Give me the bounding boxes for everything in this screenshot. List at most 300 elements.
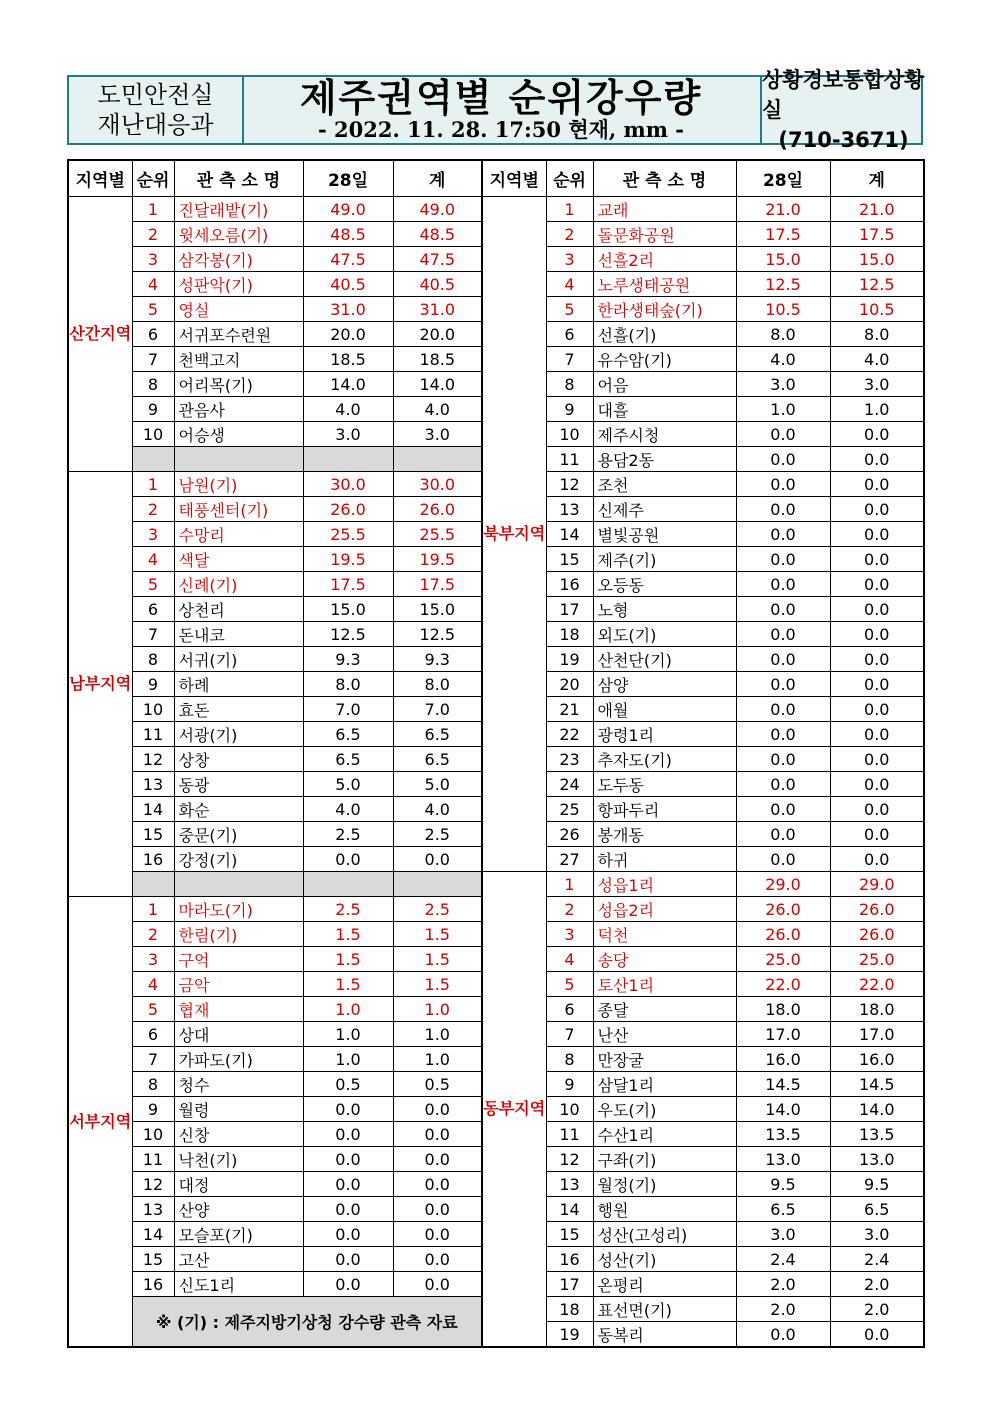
rank-cell: 4 — [132, 547, 174, 572]
station-name-cell: 수망리 — [174, 522, 303, 547]
station-name-cell: 마라도(기) — [174, 897, 303, 922]
station-name-cell: 신도1리 — [174, 1272, 303, 1297]
table-row — [482, 1072, 924, 1097]
contact-phone: (710-3671) — [778, 128, 909, 152]
rank-cell: 10 — [546, 422, 593, 447]
region-label: 동부지역 — [482, 872, 546, 1348]
total-rainfall-cell: 0.0 — [830, 447, 924, 472]
rank-cell: 20 — [546, 672, 593, 697]
blank-cell — [132, 447, 174, 472]
day-rainfall-cell: 0.0 — [736, 797, 830, 822]
total-rainfall-cell: 1.0 — [393, 1022, 482, 1047]
day-rainfall-cell: 12.5 — [736, 272, 830, 297]
day-rainfall-cell: 3.0 — [736, 1222, 830, 1247]
header-region: 지역별 — [68, 160, 132, 197]
total-rainfall-cell: 0.0 — [830, 697, 924, 722]
station-name-cell: 삼각봉(기) — [174, 247, 303, 272]
day-rainfall-cell: 6.5 — [303, 747, 393, 772]
station-name-cell: 하귀 — [593, 847, 736, 872]
day-rainfall-cell: 0.0 — [736, 772, 830, 797]
rank-cell: 6 — [546, 322, 593, 347]
total-rainfall-cell: 2.5 — [393, 897, 482, 922]
rank-cell: 15 — [546, 1222, 593, 1247]
footnote: ※ (기) : 제주지방기상청 강수량 관측 자료 — [132, 1297, 482, 1348]
table-row — [482, 347, 924, 372]
station-name-cell: 강정(기) — [174, 847, 303, 872]
total-rainfall-cell: 0.0 — [393, 1122, 482, 1147]
total-rainfall-cell: 14.5 — [830, 1072, 924, 1097]
station-name-cell: 성판악(기) — [174, 272, 303, 297]
rank-cell: 24 — [546, 772, 593, 797]
station-name-cell: 성읍1리 — [593, 872, 736, 897]
rank-cell: 6 — [132, 1022, 174, 1047]
station-name-cell: 화순 — [174, 797, 303, 822]
station-name-cell: 상대 — [174, 1022, 303, 1047]
station-name-cell: 광령1리 — [593, 722, 736, 747]
station-name-cell: 구억 — [174, 947, 303, 972]
station-name-cell: 우도(기) — [593, 1097, 736, 1122]
total-rainfall-cell: 8.0 — [830, 322, 924, 347]
station-name-cell: 색달 — [174, 547, 303, 572]
day-rainfall-cell: 0.0 — [736, 822, 830, 847]
station-name-cell: 구좌(기) — [593, 1147, 736, 1172]
rank-cell: 15 — [132, 822, 174, 847]
table-row — [68, 472, 482, 497]
station-name-cell: 온평리 — [593, 1272, 736, 1297]
day-rainfall-cell: 7.0 — [303, 697, 393, 722]
total-rainfall-cell: 0.0 — [830, 472, 924, 497]
table-row — [482, 447, 924, 472]
rank-cell: 5 — [132, 997, 174, 1022]
station-name-cell: 모슬포(기) — [174, 1222, 303, 1247]
station-name-cell: 도두동 — [593, 772, 736, 797]
total-rainfall-cell: 6.5 — [830, 1197, 924, 1222]
header-region: 지역별 — [482, 160, 546, 197]
station-name-cell: 송당 — [593, 947, 736, 972]
table-row — [482, 1297, 924, 1322]
rank-cell: 4 — [132, 272, 174, 297]
total-rainfall-cell: 19.5 — [393, 547, 482, 572]
total-rainfall-cell: 14.0 — [830, 1097, 924, 1122]
day-rainfall-cell: 0.0 — [736, 572, 830, 597]
total-rainfall-cell: 7.0 — [393, 697, 482, 722]
total-rainfall-cell: 48.5 — [393, 222, 482, 247]
day-rainfall-cell: 0.0 — [303, 847, 393, 872]
table-row — [482, 522, 924, 547]
day-rainfall-cell: 0.0 — [303, 1222, 393, 1247]
rank-cell: 1 — [546, 872, 593, 897]
contact-office: 상황경보통합상황실 — [762, 68, 925, 122]
station-name-cell: 중문(기) — [174, 822, 303, 847]
day-rainfall-cell: 0.0 — [303, 1247, 393, 1272]
station-name-cell: 태풍센터(기) — [174, 497, 303, 522]
total-rainfall-cell: 1.5 — [393, 947, 482, 972]
day-rainfall-cell: 17.0 — [736, 1022, 830, 1047]
day-rainfall-cell: 47.5 — [303, 247, 393, 272]
rank-cell: 1 — [132, 472, 174, 497]
total-rainfall-cell: 18.5 — [393, 347, 482, 372]
table-row — [482, 1147, 924, 1172]
rank-cell: 15 — [546, 547, 593, 572]
station-name-cell: 조천 — [593, 472, 736, 497]
station-name-cell: 윗세오름(기) — [174, 222, 303, 247]
total-rainfall-cell: 2.0 — [830, 1272, 924, 1297]
station-name-cell: 오등동 — [593, 572, 736, 597]
day-rainfall-cell: 14.0 — [303, 372, 393, 397]
total-rainfall-cell: 0.0 — [393, 1222, 482, 1247]
day-rainfall-cell: 0.0 — [303, 1172, 393, 1197]
rank-cell: 5 — [546, 297, 593, 322]
total-rainfall-cell: 1.5 — [393, 922, 482, 947]
station-name-cell: 만장굴 — [593, 1047, 736, 1072]
day-rainfall-cell: 0.0 — [736, 847, 830, 872]
rank-cell: 9 — [546, 397, 593, 422]
station-name-cell: 애월 — [593, 697, 736, 722]
total-rainfall-cell: 8.0 — [393, 672, 482, 697]
page-subtitle: - 2022. 11. 28. 17:50 현재, mm - — [318, 117, 684, 142]
table-header-row — [482, 160, 924, 197]
header-station: 관 측 소 명 — [593, 160, 736, 197]
station-name-cell: 표선면(기) — [593, 1297, 736, 1322]
table-row — [482, 922, 924, 947]
table-row — [482, 847, 924, 872]
day-rainfall-cell: 1.5 — [303, 972, 393, 997]
rank-cell: 19 — [546, 647, 593, 672]
rank-cell: 3 — [546, 247, 593, 272]
rank-cell: 6 — [546, 997, 593, 1022]
day-rainfall-cell: 0.0 — [736, 722, 830, 747]
day-rainfall-cell: 0.0 — [736, 522, 830, 547]
left-rainfall-table — [67, 159, 483, 1348]
total-rainfall-cell: 9.3 — [393, 647, 482, 672]
total-rainfall-cell: 0.0 — [830, 772, 924, 797]
rank-cell: 3 — [132, 247, 174, 272]
rank-cell: 13 — [132, 1197, 174, 1222]
rank-cell: 8 — [546, 372, 593, 397]
day-rainfall-cell: 0.0 — [303, 1272, 393, 1297]
total-rainfall-cell: 16.0 — [830, 1047, 924, 1072]
table-row — [482, 897, 924, 922]
total-rainfall-cell: 1.0 — [393, 1047, 482, 1072]
day-rainfall-cell: 26.0 — [736, 897, 830, 922]
day-rainfall-cell: 0.0 — [736, 472, 830, 497]
rank-cell: 18 — [546, 622, 593, 647]
day-rainfall-cell: 0.0 — [736, 672, 830, 697]
rank-cell: 10 — [546, 1097, 593, 1122]
rank-cell: 6 — [132, 322, 174, 347]
rank-cell: 10 — [132, 1122, 174, 1147]
total-rainfall-cell: 0.0 — [830, 647, 924, 672]
rank-cell: 2 — [132, 497, 174, 522]
table-row — [68, 197, 482, 222]
total-rainfall-cell: 13.5 — [830, 1122, 924, 1147]
station-name-cell: 산양 — [174, 1197, 303, 1222]
total-rainfall-cell: 13.0 — [830, 1147, 924, 1172]
day-rainfall-cell: 2.4 — [736, 1247, 830, 1272]
station-name-cell: 영실 — [174, 297, 303, 322]
day-rainfall-cell: 1.0 — [303, 1047, 393, 1072]
station-name-cell: 남원(기) — [174, 472, 303, 497]
total-rainfall-cell: 4.0 — [393, 397, 482, 422]
rank-cell: 10 — [132, 697, 174, 722]
rank-cell: 5 — [132, 572, 174, 597]
table-row — [482, 947, 924, 972]
day-rainfall-cell: 1.5 — [303, 922, 393, 947]
rank-cell: 1 — [132, 197, 174, 222]
total-rainfall-cell: 0.0 — [393, 1272, 482, 1297]
table-row — [482, 472, 924, 497]
station-name-cell: 신창 — [174, 1122, 303, 1147]
rank-cell: 4 — [546, 272, 593, 297]
total-rainfall-cell: 0.0 — [830, 522, 924, 547]
page-title: 제주권역별 순위강우량 — [299, 76, 703, 120]
total-rainfall-cell: 4.0 — [830, 347, 924, 372]
header-rank: 순위 — [132, 160, 174, 197]
total-rainfall-cell: 0.0 — [830, 597, 924, 622]
day-rainfall-cell: 0.0 — [736, 622, 830, 647]
station-name-cell: 토산1리 — [593, 972, 736, 997]
total-rainfall-cell: 0.0 — [393, 1172, 482, 1197]
day-rainfall-cell: 12.5 — [303, 622, 393, 647]
table-row — [482, 647, 924, 672]
rank-cell: 7 — [132, 1047, 174, 1072]
day-rainfall-cell: 0.0 — [303, 1197, 393, 1222]
day-rainfall-cell: 1.0 — [736, 397, 830, 422]
day-rainfall-cell: 15.0 — [303, 597, 393, 622]
table-row — [68, 897, 482, 922]
day-rainfall-cell: 10.5 — [736, 297, 830, 322]
day-rainfall-cell: 1.0 — [303, 997, 393, 1022]
total-rainfall-cell: 0.0 — [830, 672, 924, 697]
station-name-cell: 봉개동 — [593, 822, 736, 847]
station-name-cell: 항파두리 — [593, 797, 736, 822]
total-rainfall-cell: 26.0 — [393, 497, 482, 522]
report-header — [67, 68, 925, 152]
station-name-cell: 동광 — [174, 772, 303, 797]
station-name-cell: 추자도(기) — [593, 747, 736, 772]
header-station: 관 측 소 명 — [174, 160, 303, 197]
rank-cell: 4 — [132, 972, 174, 997]
station-name-cell: 월정(기) — [593, 1172, 736, 1197]
station-name-cell: 진달래밭(기) — [174, 197, 303, 222]
day-rainfall-cell: 2.0 — [736, 1297, 830, 1322]
station-name-cell: 돈내코 — [174, 622, 303, 647]
rank-cell: 5 — [132, 297, 174, 322]
rank-cell: 9 — [132, 1097, 174, 1122]
station-name-cell: 고산 — [174, 1247, 303, 1272]
region-label: 북부지역 — [482, 197, 546, 872]
total-rainfall-cell: 31.0 — [393, 297, 482, 322]
day-rainfall-cell: 25.0 — [736, 947, 830, 972]
total-rainfall-cell: 1.0 — [830, 397, 924, 422]
table-row — [482, 597, 924, 622]
rank-cell: 14 — [546, 1197, 593, 1222]
station-name-cell: 수산1리 — [593, 1122, 736, 1147]
total-rainfall-cell: 14.0 — [393, 372, 482, 397]
total-rainfall-cell: 0.0 — [830, 622, 924, 647]
rank-cell: 9 — [546, 1072, 593, 1097]
station-name-cell: 효돈 — [174, 697, 303, 722]
station-name-cell: 별빛공원 — [593, 522, 736, 547]
station-name-cell: 교래 — [593, 197, 736, 222]
total-rainfall-cell: 1.5 — [393, 972, 482, 997]
day-rainfall-cell: 0.0 — [303, 1147, 393, 1172]
day-rainfall-cell: 2.5 — [303, 897, 393, 922]
table-row — [482, 572, 924, 597]
station-name-cell: 월령 — [174, 1097, 303, 1122]
total-rainfall-cell: 25.0 — [830, 947, 924, 972]
rank-cell: 11 — [546, 447, 593, 472]
day-rainfall-cell: 4.0 — [303, 397, 393, 422]
day-rainfall-cell: 0.0 — [736, 547, 830, 572]
station-name-cell: 상천리 — [174, 597, 303, 622]
day-rainfall-cell: 4.0 — [303, 797, 393, 822]
rank-cell: 10 — [132, 422, 174, 447]
day-rainfall-cell: 0.0 — [736, 597, 830, 622]
day-rainfall-cell: 1.5 — [303, 947, 393, 972]
rank-cell: 17 — [546, 1272, 593, 1297]
table-header-row — [68, 160, 482, 197]
station-name-cell: 어리목(기) — [174, 372, 303, 397]
total-rainfall-cell: 0.0 — [393, 1147, 482, 1172]
rank-cell: 8 — [132, 372, 174, 397]
day-rainfall-cell: 5.0 — [303, 772, 393, 797]
day-rainfall-cell: 2.5 — [303, 822, 393, 847]
station-name-cell: 돌문화공원 — [593, 222, 736, 247]
station-name-cell: 선흘(기) — [593, 322, 736, 347]
day-rainfall-cell: 0.0 — [303, 1122, 393, 1147]
station-name-cell: 동복리 — [593, 1322, 736, 1348]
rank-cell: 7 — [546, 1022, 593, 1047]
table-row — [482, 197, 924, 222]
blank-cell — [393, 872, 482, 897]
rank-cell: 13 — [132, 772, 174, 797]
table-row — [482, 422, 924, 447]
total-rainfall-cell: 17.5 — [830, 222, 924, 247]
rank-cell: 1 — [132, 897, 174, 922]
rank-cell: 13 — [546, 1172, 593, 1197]
total-rainfall-cell: 2.4 — [830, 1247, 924, 1272]
total-rainfall-cell: 0.0 — [830, 797, 924, 822]
station-name-cell: 덕천 — [593, 922, 736, 947]
table-row — [482, 997, 924, 1022]
station-name-cell: 성산(고성리) — [593, 1222, 736, 1247]
total-rainfall-cell: 12.5 — [830, 272, 924, 297]
table-row — [482, 297, 924, 322]
header-rank: 순위 — [546, 160, 593, 197]
right-rainfall-table — [481, 159, 925, 1348]
total-rainfall-cell: 25.5 — [393, 522, 482, 547]
total-rainfall-cell: 47.5 — [393, 247, 482, 272]
table-row — [482, 1172, 924, 1197]
day-rainfall-cell: 0.0 — [736, 647, 830, 672]
total-rainfall-cell: 0.0 — [393, 847, 482, 872]
blank-cell — [303, 447, 393, 472]
total-rainfall-cell: 18.0 — [830, 997, 924, 1022]
station-name-cell: 제주시청 — [593, 422, 736, 447]
rank-cell: 16 — [132, 847, 174, 872]
station-name-cell: 어음 — [593, 372, 736, 397]
station-name-cell: 낙천(기) — [174, 1147, 303, 1172]
total-rainfall-cell: 26.0 — [830, 897, 924, 922]
total-rainfall-cell: 1.0 — [393, 997, 482, 1022]
total-rainfall-cell: 15.0 — [830, 247, 924, 272]
total-rainfall-cell: 3.0 — [830, 1222, 924, 1247]
station-name-cell: 제주(기) — [593, 547, 736, 572]
station-name-cell: 유수암(기) — [593, 347, 736, 372]
table-row — [482, 1122, 924, 1147]
station-name-cell: 성읍2리 — [593, 897, 736, 922]
day-rainfall-cell: 48.5 — [303, 222, 393, 247]
rank-cell: 12 — [546, 472, 593, 497]
total-rainfall-cell: 0.0 — [830, 497, 924, 522]
station-name-cell: 삼달1리 — [593, 1072, 736, 1097]
total-rainfall-cell: 0.0 — [830, 572, 924, 597]
day-rainfall-cell: 20.0 — [303, 322, 393, 347]
station-name-cell: 천백고지 — [174, 347, 303, 372]
station-name-cell: 대흘 — [593, 397, 736, 422]
station-name-cell: 용담2동 — [593, 447, 736, 472]
station-name-cell: 관음사 — [174, 397, 303, 422]
rank-cell: 23 — [546, 747, 593, 772]
station-name-cell: 한림(기) — [174, 922, 303, 947]
rank-cell: 8 — [546, 1047, 593, 1072]
rank-cell: 22 — [546, 722, 593, 747]
blank-cell — [303, 872, 393, 897]
day-rainfall-cell: 29.0 — [736, 872, 830, 897]
day-rainfall-cell: 30.0 — [303, 472, 393, 497]
station-name-cell: 가파도(기) — [174, 1047, 303, 1072]
day-rainfall-cell: 31.0 — [303, 297, 393, 322]
total-rainfall-cell: 2.0 — [830, 1297, 924, 1322]
day-rainfall-cell: 0.0 — [736, 747, 830, 772]
rank-cell: 14 — [132, 797, 174, 822]
total-rainfall-cell: 0.0 — [393, 1197, 482, 1222]
department-block — [69, 77, 244, 143]
title-block — [242, 77, 760, 143]
day-rainfall-cell: 4.0 — [736, 347, 830, 372]
station-name-cell: 상창 — [174, 747, 303, 772]
day-rainfall-cell: 0.0 — [736, 422, 830, 447]
day-rainfall-cell: 15.0 — [736, 247, 830, 272]
header-day: 28일 — [303, 160, 393, 197]
total-rainfall-cell: 49.0 — [393, 197, 482, 222]
table-row — [482, 722, 924, 747]
table-row — [482, 1272, 924, 1297]
total-rainfall-cell: 21.0 — [830, 197, 924, 222]
station-name-cell: 행원 — [593, 1197, 736, 1222]
table-row — [482, 1047, 924, 1072]
total-rainfall-cell: 0.0 — [830, 822, 924, 847]
total-rainfall-cell: 0.5 — [393, 1072, 482, 1097]
table-row — [482, 272, 924, 297]
blank-cell — [174, 447, 303, 472]
rank-cell: 7 — [546, 347, 593, 372]
day-rainfall-cell: 0.0 — [736, 1322, 830, 1348]
total-rainfall-cell: 3.0 — [830, 372, 924, 397]
day-rainfall-cell: 40.5 — [303, 272, 393, 297]
rank-cell: 8 — [132, 1072, 174, 1097]
header-total: 계 — [830, 160, 924, 197]
rank-cell: 7 — [132, 347, 174, 372]
station-name-cell: 성산(기) — [593, 1247, 736, 1272]
header-day: 28일 — [736, 160, 830, 197]
total-rainfall-cell: 2.5 — [393, 822, 482, 847]
total-rainfall-cell: 6.5 — [393, 747, 482, 772]
total-rainfall-cell: 4.0 — [393, 797, 482, 822]
table-row — [482, 772, 924, 797]
total-rainfall-cell: 5.0 — [393, 772, 482, 797]
